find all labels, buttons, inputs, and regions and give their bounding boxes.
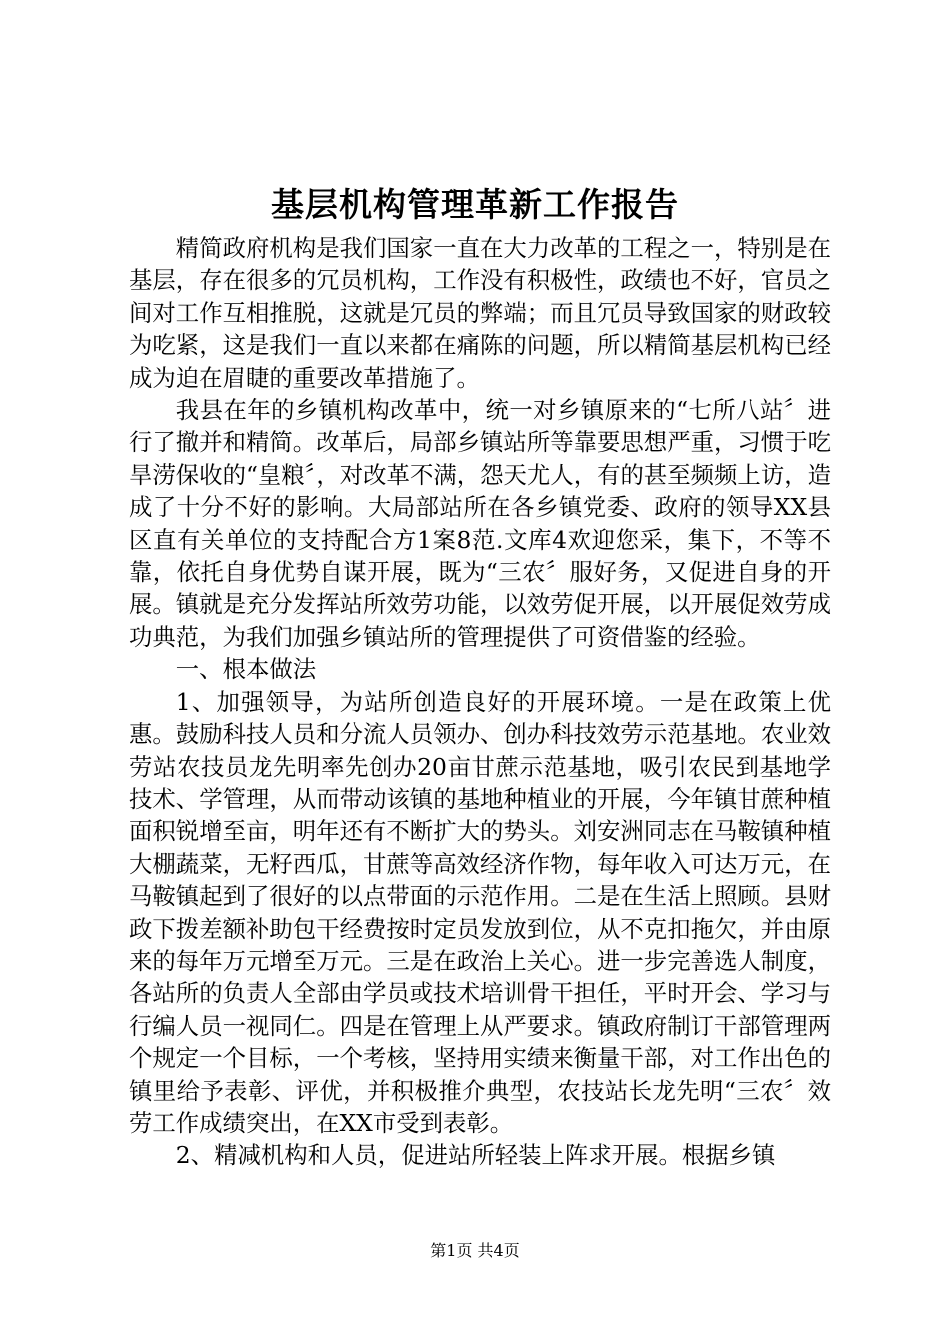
document-title: 基层机构管理革新工作报告 [271,185,679,224]
document-body [129,232,831,1172]
paragraph-strengthen-leadership: 1、加强领导，为站所创造良好的开展环境。一是在政策上优惠。鼓励科技人员和分流人员领办、创办科技效劳示范基地。农业效劳站农技员龙先明率先创办20亩甘蔗示范基地，吸引农民到基地学技术、学管理，从而带动该镇的基地种植业的开展，今年镇甘蔗种植面积锐增至亩，明年还有不断扩大的势头。刘安洲同志在马鞍镇种植大棚蔬菜，无籽西瓜，甘蔗等高效经济作物，每年收入可达万元，在马鞍镇起到了很好的以点带面的示范作用。二是在生活上照顾。县财政下拨差额补助包干经费按时定员发放到位，从不克扣拖欠，并由原来的每年万元增至万元。三是在政治上关心。进一步完善选人制度，各站所的负责人全部由学员或技术培训骨干担任，平时开会、学习与行编人员一视同仁。四是在管理上从严要求。镇政府制订干部管理两个规定一个目标，一个考核，坚持用实绩来衡量干部，对工作出色的镇里给予表彰、评优，并积极推介典型，农技站长龙先明“三农〞效劳工作成绩突出，在XX市受到表彰。 [129,687,831,1137]
section-heading-basic-practices: 一、根本做法 [175,655,317,684]
page-number-footer: 第1页 共4页 [430,1241,520,1260]
paragraph-reform-background: 我县在年的乡镇机构改革中，统一对乡镇原来的“七所八站〞进行了撤并和精简。改革后，局部乡镇站所等靠要思想严重，习惯于吃旱涝保收的“皇粮〞，对改革不满，怨天尤人，有的甚至频频上访，造成了十分不好的影响。大局部站所在各乡镇党委、政府的领导XX县区直有关单位的支持配合方1案8范.文库4欢迎您采，集下，不等不靠，依托自身优势自谋开展，既为“三农〞服好务，又促进自身的开展。镇就是充分发挥站所效劳功能，以效劳促开展，以开展促效劳成功典范，为我们加强乡镇站所的管理提供了可资借鉴的经验。 [129,396,831,651]
paragraph-streamline-institutions: 2、精减机构和人员，促进站所轻装上阵求开展。根据乡镇 [175,1141,776,1170]
paragraph-intro: 精简政府机构是我们国家一直在大力改革的工程之一，特别是在基层，存在很多的冗员机构，工作没有积极性，政绩也不好，官员之间对工作互相推脱，这就是冗员的弊端；而且冗员导致国家的财政较为吃紧，这是我们一直以来都在痛陈的问题，所以精简基层机构已经成为迫在眉睫的重要改革措施了。 [129,234,831,392]
